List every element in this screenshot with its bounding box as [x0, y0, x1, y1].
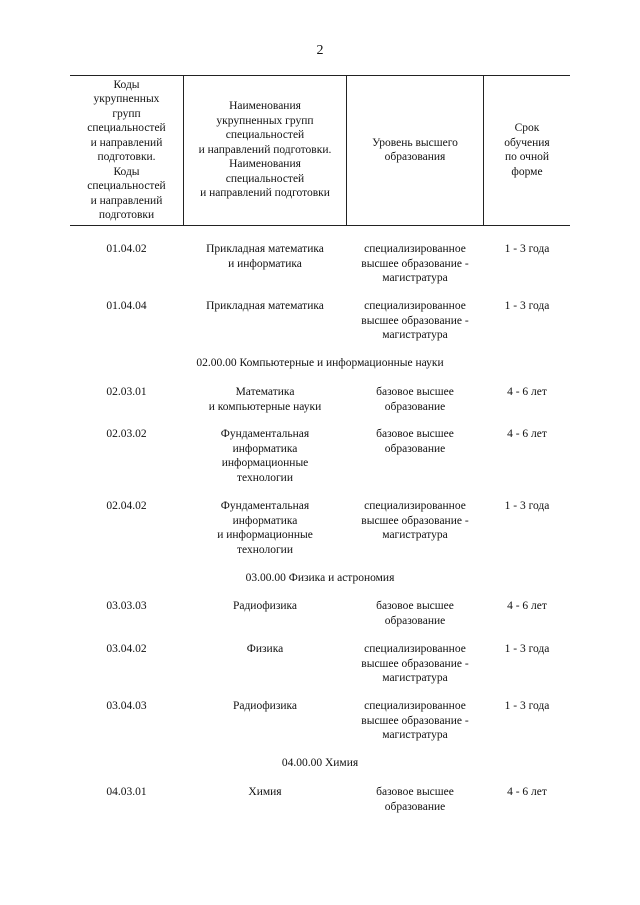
- row-level-line: специализированное: [364, 643, 466, 655]
- row-level: [347, 785, 483, 814]
- header-codes-line: Коды: [113, 78, 140, 91]
- row-term-text: 4 - 6 лет: [507, 428, 547, 440]
- row-level-line: образование: [384, 400, 446, 413]
- row-code: [70, 299, 183, 314]
- row-term: [484, 299, 570, 314]
- table-row: [70, 242, 570, 302]
- row-name-line: технологии: [237, 543, 293, 556]
- row-name: [184, 599, 346, 614]
- header-term-line: форме: [511, 165, 543, 178]
- row-code-text: 02.03.02: [106, 428, 147, 440]
- row-code-text: 03.03.03: [106, 600, 147, 612]
- header-codes-line: и направлений: [90, 136, 163, 149]
- row-code-text: 04.03.01: [106, 786, 147, 798]
- header-names: [184, 75, 346, 225]
- row-name-line: Математика: [235, 386, 295, 398]
- row-level-line: образование: [384, 442, 446, 455]
- row-term-text: 1 - 3 года: [504, 700, 550, 712]
- row-level-line: базовое высшее: [376, 428, 454, 440]
- header-codes-line: подготовки: [98, 209, 155, 221]
- row-term: [484, 785, 570, 800]
- row-code: [70, 385, 183, 400]
- row-code-text: 03.04.03: [106, 700, 147, 712]
- header-names-line: Наименования: [229, 158, 301, 171]
- table-row: [70, 785, 570, 845]
- header-codes-line: укрупненных: [93, 93, 160, 105]
- row-level-line: высшее образование -: [361, 257, 469, 270]
- row-name: [184, 499, 346, 557]
- row-term-text: 1 - 3 года: [504, 243, 550, 255]
- row-code: [70, 427, 183, 442]
- row-name: [184, 242, 346, 271]
- row-level-line: высшее образование -: [361, 714, 469, 727]
- header-term-line: по очной: [504, 151, 550, 163]
- row-code: [70, 785, 183, 800]
- table-row: [70, 299, 570, 359]
- row-name: [184, 642, 346, 657]
- header-names-line: Наименования: [229, 100, 301, 113]
- row-name: [184, 427, 346, 485]
- header-level-line: образования: [384, 151, 446, 163]
- row-name-line: Прикладная математика: [206, 300, 324, 312]
- header-codes-line: и направлений: [90, 194, 163, 207]
- table-row: [70, 427, 570, 487]
- row-level-line: специализированное: [364, 300, 466, 312]
- row-name: [184, 699, 346, 714]
- row-term: [484, 427, 570, 442]
- row-level-line: магистратура: [382, 529, 448, 541]
- row-term-text: 4 - 6 лет: [507, 600, 547, 612]
- row-code-text: 01.04.02: [106, 243, 147, 255]
- row-code-text: 02.04.02: [106, 500, 147, 512]
- header-term-line: обучения: [504, 136, 550, 149]
- table-row: [70, 642, 570, 702]
- row-name: [184, 299, 346, 314]
- row-level-line: базовое высшее: [376, 600, 454, 612]
- row-level: [347, 299, 483, 343]
- row-level-line: магистратура: [382, 729, 448, 741]
- row-name-line: Химия: [248, 786, 282, 798]
- row-name: [184, 385, 346, 414]
- row-term-text: 1 - 3 года: [504, 300, 550, 312]
- group-heading: 04.00.00 Химия: [281, 757, 359, 769]
- row-level-line: магистратура: [382, 672, 448, 684]
- header-names-line: специальностей: [225, 172, 305, 185]
- row-term-text: 4 - 6 лет: [507, 386, 547, 398]
- row-level: [347, 385, 483, 414]
- table-header-bottom-rule: [70, 225, 570, 226]
- row-level-line: высшее образование -: [361, 314, 469, 327]
- row-level: [347, 427, 483, 456]
- row-name-line: Физика: [246, 643, 284, 655]
- row-term-text: 4 - 6 лет: [507, 786, 547, 798]
- header-codes: [70, 75, 183, 225]
- header-level-line: Уровень высшего: [372, 136, 458, 149]
- row-code-text: 02.03.01: [106, 386, 147, 398]
- row-name-line: информатика: [232, 442, 298, 455]
- row-level-line: высшее образование -: [361, 514, 469, 527]
- row-level: [347, 642, 483, 686]
- header-codes-line: специальностей: [87, 122, 166, 134]
- row-name-line: информационные: [221, 457, 309, 469]
- row-level-line: образование: [384, 800, 446, 813]
- row-level: [347, 499, 483, 543]
- row-name-line: Прикладная математика: [206, 243, 324, 255]
- row-name-line: Радиофизика: [232, 600, 298, 612]
- row-term: [484, 699, 570, 714]
- row-code: [70, 242, 183, 257]
- row-level-line: специализированное: [364, 500, 466, 512]
- row-code-text: 03.04.02: [106, 643, 147, 655]
- row-code-text: 01.04.04: [106, 300, 147, 312]
- header-names-line: укрупненных групп: [216, 114, 314, 127]
- row-level-line: магистратура: [382, 272, 448, 284]
- row-name-line: и компьютерные науки: [208, 400, 322, 413]
- row-name-line: и информационные: [217, 529, 313, 541]
- row-level-line: образование: [384, 614, 446, 627]
- row-term: [484, 599, 570, 614]
- row-name: [184, 785, 346, 800]
- header-names-line: специальностей: [225, 129, 305, 142]
- row-level-line: специализированное: [364, 700, 466, 712]
- row-term: [484, 642, 570, 657]
- header-names-line: и направлений подготовки.: [198, 143, 332, 156]
- row-level-line: магистратура: [382, 329, 448, 341]
- row-name-line: технологии: [237, 471, 293, 484]
- row-level-line: базовое высшее: [376, 386, 454, 398]
- row-term: [484, 499, 570, 514]
- row-term-text: 1 - 3 года: [504, 643, 550, 655]
- row-code: [70, 699, 183, 714]
- row-level: [347, 599, 483, 628]
- table-row: [70, 699, 570, 759]
- row-code: [70, 499, 183, 514]
- row-term: [484, 385, 570, 400]
- row-name-line: Фундаментальная: [220, 500, 310, 512]
- header-term-line: Срок: [514, 122, 540, 134]
- row-level-line: базовое высшее: [376, 786, 454, 798]
- header-codes-line: подготовки.: [97, 151, 156, 163]
- page-number: 2: [316, 43, 324, 58]
- row-name-line: Фундаментальная: [220, 428, 310, 440]
- row-term: [484, 242, 570, 257]
- header-codes-line: групп: [112, 107, 141, 120]
- header-names-line: и направлений подготовки: [200, 187, 330, 200]
- row-code: [70, 642, 183, 657]
- header-level: [347, 75, 483, 225]
- row-level-line: высшее образование -: [361, 657, 469, 670]
- header-codes-line: специальностей: [87, 180, 166, 192]
- header-term: [484, 75, 570, 225]
- group-heading: 03.00.00 Физика и астрономия: [245, 572, 395, 584]
- table-row: [70, 499, 570, 559]
- row-level-line: специализированное: [364, 243, 466, 255]
- row-name-line: информатика: [232, 514, 298, 527]
- row-name-line: Радиофизика: [232, 700, 298, 712]
- row-level: [347, 242, 483, 286]
- row-term-text: 1 - 3 года: [504, 500, 550, 512]
- row-name-line: и информатика: [228, 257, 302, 270]
- group-heading: 02.00.00 Компьютерные и информационные науки: [196, 357, 444, 369]
- row-code: [70, 599, 183, 614]
- row-level: [347, 699, 483, 743]
- header-codes-line: Коды: [113, 165, 140, 178]
